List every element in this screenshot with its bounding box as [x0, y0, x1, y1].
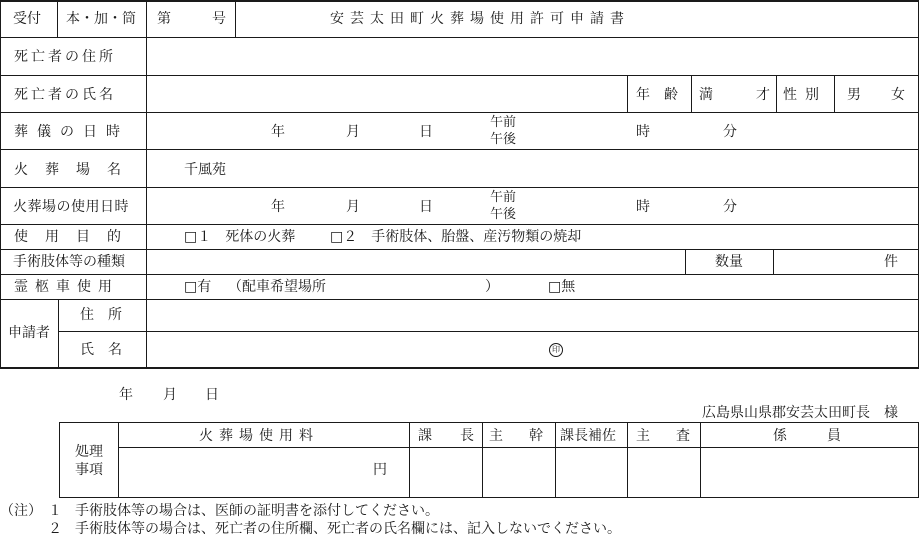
processing-label-2: 事項: [75, 462, 103, 478]
purpose-option-2-checkbox[interactable]: □２ 手術肢体、胎盤、産汚物類の焼却: [330, 229, 582, 245]
crematorium-minute: 分: [723, 199, 737, 215]
purpose-option-1-checkbox[interactable]: □１ 死体の火葬: [184, 229, 296, 245]
notes-prefix: （注）: [0, 503, 42, 519]
note-2-number: ２: [48, 521, 62, 537]
receipt-label: 受付: [13, 11, 41, 27]
processing-label-1: 処理: [75, 444, 103, 460]
surgical-type-label: 手術肢体等の種類: [13, 254, 125, 270]
office-label: 本・加・筒: [66, 11, 136, 27]
hearse-place-label: （配車希望場所: [228, 279, 326, 295]
age-label: 年齢: [636, 87, 692, 103]
seal-mark-icon: 印: [549, 343, 563, 357]
funeral-day: 日: [419, 124, 433, 140]
fee-unit: 円: [373, 462, 387, 478]
note-1-number: １: [48, 503, 62, 519]
quantity-label: 数量: [715, 254, 743, 270]
age-prefix: 満: [699, 87, 713, 103]
sex-label: 性別: [783, 87, 827, 103]
crematorium-name-label: 火葬場名: [14, 162, 138, 178]
date-month: 月: [163, 387, 177, 403]
date-day: 日: [205, 387, 219, 403]
hearse-place-close: ）: [485, 279, 499, 295]
hearse-label: 霊柩車使用: [14, 279, 119, 295]
crematorium-day: 日: [419, 199, 433, 215]
chief-label: 主幹: [489, 428, 569, 444]
sex-male[interactable]: 男: [847, 87, 861, 103]
funeral-month: 月: [346, 124, 360, 140]
quantity-unit: 件: [884, 254, 898, 270]
applicant-name-label: 氏名: [80, 342, 136, 358]
note-2-text: 手術肢体等の場合は、死亡者の住所欄、死亡者の氏名欄には、記入しないでください。: [75, 521, 621, 537]
hearse-yes-checkbox[interactable]: □有: [184, 279, 212, 295]
funeral-datetime-label: 葬儀の日時: [14, 124, 129, 140]
crematorium-pm[interactable]: 午後: [490, 207, 517, 222]
crematorium-name-value: 千風苑: [184, 162, 226, 178]
funeral-pm[interactable]: 午後: [490, 132, 517, 147]
note-1-text: 手術肢体等の場合は、医師の証明書を添付してください。: [75, 503, 439, 519]
addressee: 広島県山県郡安芸太田町長 様: [702, 405, 898, 421]
sex-female[interactable]: 女: [891, 87, 905, 103]
funeral-am[interactable]: 午前: [490, 115, 517, 130]
funeral-year: 年: [271, 124, 285, 140]
inspector-label: 主査: [636, 428, 716, 444]
purpose-label: 使用目的: [14, 229, 138, 245]
section-chief-label: 課長: [418, 428, 502, 444]
age-unit: 才: [756, 87, 770, 103]
crematorium-hour: 時: [636, 199, 650, 215]
number-prefix: 第: [157, 11, 171, 27]
crematorium-year: 年: [271, 199, 285, 215]
hearse-no-checkbox[interactable]: □無: [548, 279, 576, 295]
form-title: 安芸太田町火葬場使用許可申請書: [330, 11, 630, 27]
fee-label: 火葬場使用料: [199, 428, 319, 444]
date-year: 年: [119, 387, 133, 403]
deceased-address-field[interactable]: [148, 39, 917, 74]
deceased-address-label: 死亡者の住所: [14, 49, 116, 65]
funeral-hour: 時: [636, 124, 650, 140]
crematorium-am[interactable]: 午前: [490, 190, 517, 205]
deceased-name-label: 死亡者の氏名: [14, 87, 116, 103]
crematorium-month: 月: [346, 199, 360, 215]
staff-label: 係員: [773, 428, 881, 444]
crematorium-datetime-label: 火葬場の使用日時: [13, 199, 129, 215]
applicant-label: 申請者: [8, 325, 50, 341]
funeral-minute: 分: [723, 124, 737, 140]
deceased-name-field[interactable]: [148, 77, 626, 111]
number-suffix: 号: [212, 11, 226, 27]
assistant-label: 課長補佐: [560, 428, 616, 444]
applicant-address-label: 住所: [80, 307, 136, 323]
